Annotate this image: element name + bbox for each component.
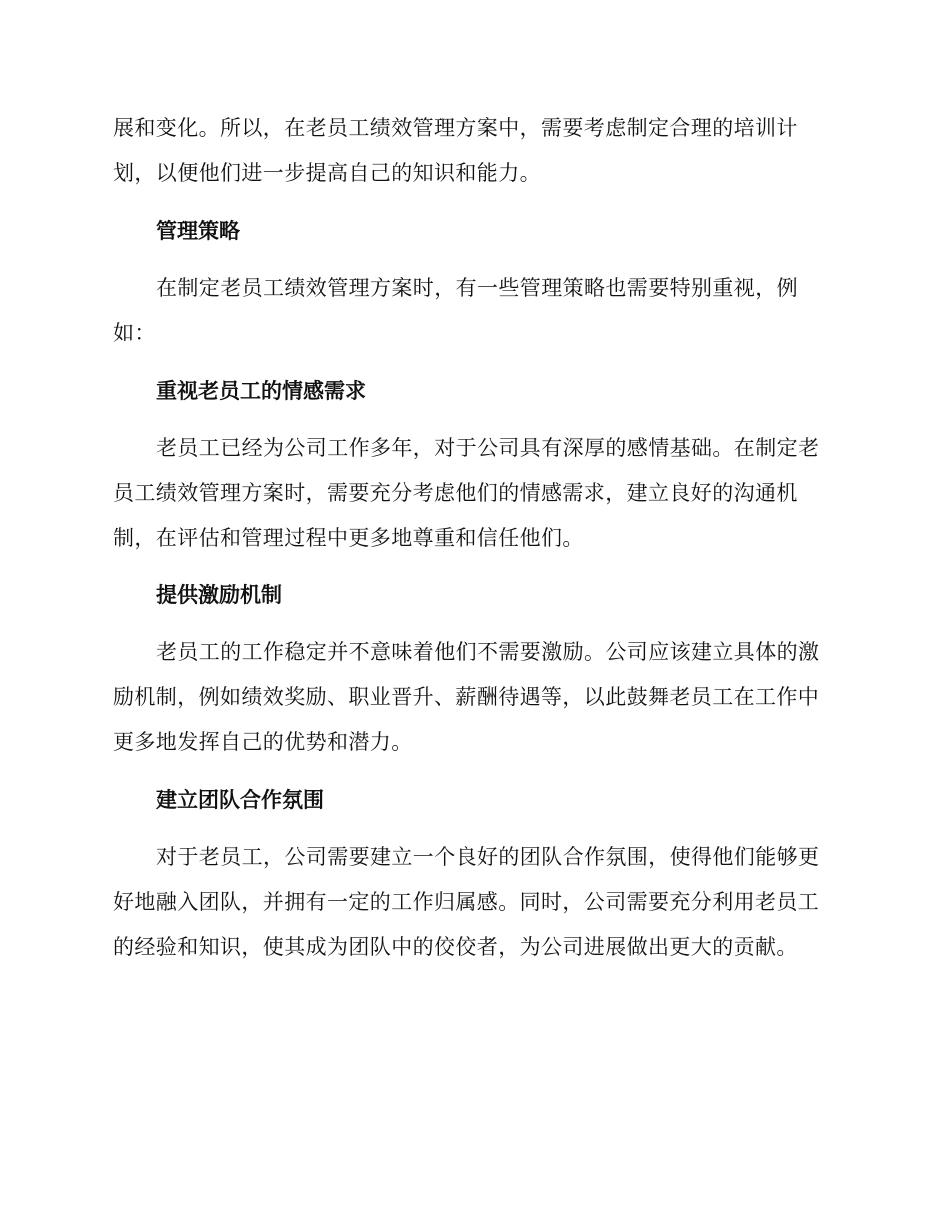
paragraph-line: 好地融入团队，并拥有一定的工作归属感。同时，公司需要充分利用老员工 <box>113 890 820 914</box>
incentive-paragraph <box>113 630 833 765</box>
intro-paragraph <box>113 106 833 196</box>
paragraph-line: 制，在评估和管理过程中更多地尊重和信任他们。 <box>113 526 584 550</box>
paragraph-line: 员工绩效管理方案时，需要充分考虑他们的情感需求，建立良好的沟通机 <box>113 481 798 505</box>
management-paragraph <box>113 266 833 356</box>
heading-management-strategy: 管理策略 <box>156 219 240 243</box>
paragraph-line: 老员工的工作稳定并不意味着他们不需要激励。公司应该建立具体的激 <box>156 640 820 664</box>
paragraph-line: 更多地发挥自己的优势和潜力。 <box>113 730 413 754</box>
paragraph-line: 的经验和知识，使其成为团队中的佼佼者，为公司进展做出更大的贡献。 <box>113 935 798 959</box>
paragraph-line: 在制定老员工绩效管理方案时，有一些管理策略也需要特别重视，例 <box>156 276 798 300</box>
paragraph-line: 如： <box>113 321 156 345</box>
team-paragraph <box>113 835 833 970</box>
emotion-paragraph <box>113 426 833 561</box>
paragraph-line: 划，以便他们进一步提高自己的知识和能力。 <box>113 161 541 185</box>
paragraph-line: 展和变化。所以，在老员工绩效管理方案中，需要考虑制定合理的培训计 <box>113 116 798 140</box>
paragraph-line: 老员工已经为公司工作多年，对于公司具有深厚的感情基础。在制定老 <box>156 436 820 460</box>
heading-team-atmosphere: 建立团队合作氛围 <box>156 788 324 812</box>
heading-emotional-needs: 重视老员工的情感需求 <box>156 379 366 403</box>
paragraph-line: 励机制，例如绩效奖励、职业晋升、薪酬待遇等，以此鼓舞老员工在工作中 <box>113 685 820 709</box>
paragraph-line: 对于老员工，公司需要建立一个良好的团队合作氛围，使得他们能够更 <box>156 845 820 869</box>
heading-incentive-mechanism: 提供激励机制 <box>156 583 282 607</box>
